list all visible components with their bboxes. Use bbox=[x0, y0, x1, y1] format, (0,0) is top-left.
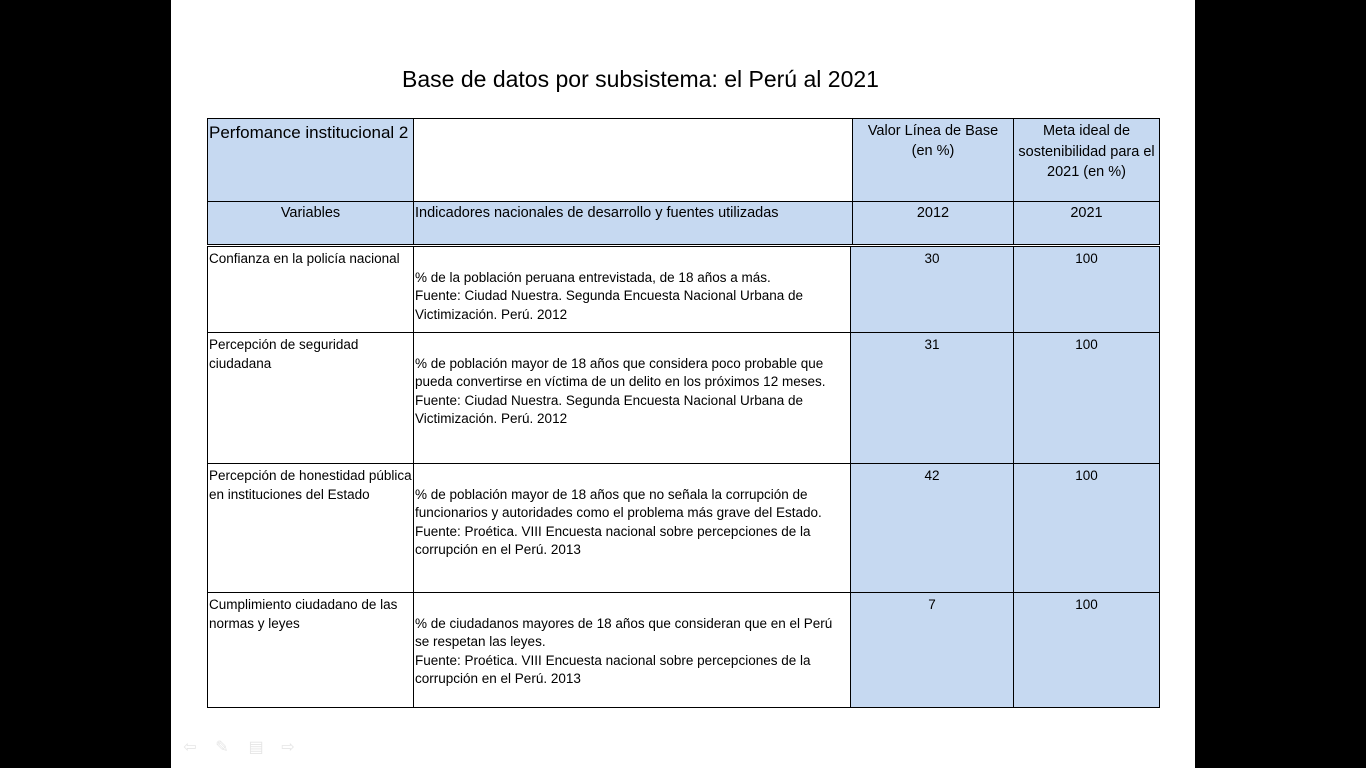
table-row-variable: Confianza en la policía nacional bbox=[207, 246, 414, 333]
slide-title: Base de datos por subsistema: el Perú al 2021 bbox=[402, 66, 879, 92]
header-valor-label: Valor Línea de Base (en %) bbox=[852, 118, 1014, 202]
table-row-indicator: % de la población peruana entrevistada, de 18 años a más. Fuente: Ciudad Nuestra. Segunda Encuesta Nacional Urbana de Victimización. Perú. 2012 bbox=[413, 246, 851, 333]
table-row-variable: Cumplimiento ciudadano de las normas y leyes bbox=[207, 592, 414, 708]
table-row-meta: 100 bbox=[1013, 592, 1160, 708]
table-row-base: 7 bbox=[850, 592, 1014, 708]
header-section-text: Perfomance institucional 2 bbox=[209, 123, 409, 142]
table-row-meta: 100 bbox=[1013, 463, 1160, 593]
header-meta-label: Meta ideal de sostenibilidad para el 2021 (en %) bbox=[1013, 118, 1160, 202]
presentation-slide bbox=[171, 0, 1195, 768]
menu-icon[interactable]: ▤ bbox=[248, 739, 264, 756]
table-row-base: 31 bbox=[850, 332, 1014, 464]
header-indicadores-label: Indicadores nacionales de desarrollo y fuentes utilizadas bbox=[413, 201, 853, 245]
table-row-variable: Percepción de seguridad ciudadana bbox=[207, 332, 414, 464]
table-row-meta: 100 bbox=[1013, 246, 1160, 333]
table-row-indicator: % de población mayor de 18 años que no señala la corrupción de funcionarios y autoridades como el problema más grave del Estado. Fuente: Proética. VIII Encuesta nacional sobre percepciones de la corrupción en el Perú. 2013 bbox=[413, 463, 851, 593]
header-year-base: 2012 bbox=[852, 201, 1014, 245]
table-row-base: 30 bbox=[850, 246, 1014, 333]
arrow-right-icon[interactable]: ⇨ bbox=[281, 739, 295, 756]
header-blank-cell bbox=[413, 118, 853, 202]
header-section-label bbox=[207, 118, 414, 202]
table-row-meta: 100 bbox=[1013, 332, 1160, 464]
header-year-meta: 2021 bbox=[1013, 201, 1160, 245]
table-row-base: 42 bbox=[850, 463, 1014, 593]
header-variables-label: Variables bbox=[207, 201, 414, 245]
table-row-indicator: % de ciudadanos mayores de 18 años que consideran que en el Perú se respetan las leyes. Fuente: Proética. VIII Encuesta nacional sobre percepciones de la corrupción en el Perú. 2013 bbox=[413, 592, 851, 708]
table-row-variable: Percepción de honestidad pública en instituciones del Estado bbox=[207, 463, 414, 593]
table-row-indicator: % de población mayor de 18 años que considera poco probable que pueda convertirse en víctima de un delito en los próximos 12 meses. Fuente: Ciudad Nuestra. Segunda Encuesta Nacional Urbana de Victimización. Perú. 2012 bbox=[413, 332, 851, 464]
pen-icon[interactable]: ✎ bbox=[215, 739, 229, 756]
arrow-left-icon[interactable]: ⇦ bbox=[183, 739, 197, 756]
